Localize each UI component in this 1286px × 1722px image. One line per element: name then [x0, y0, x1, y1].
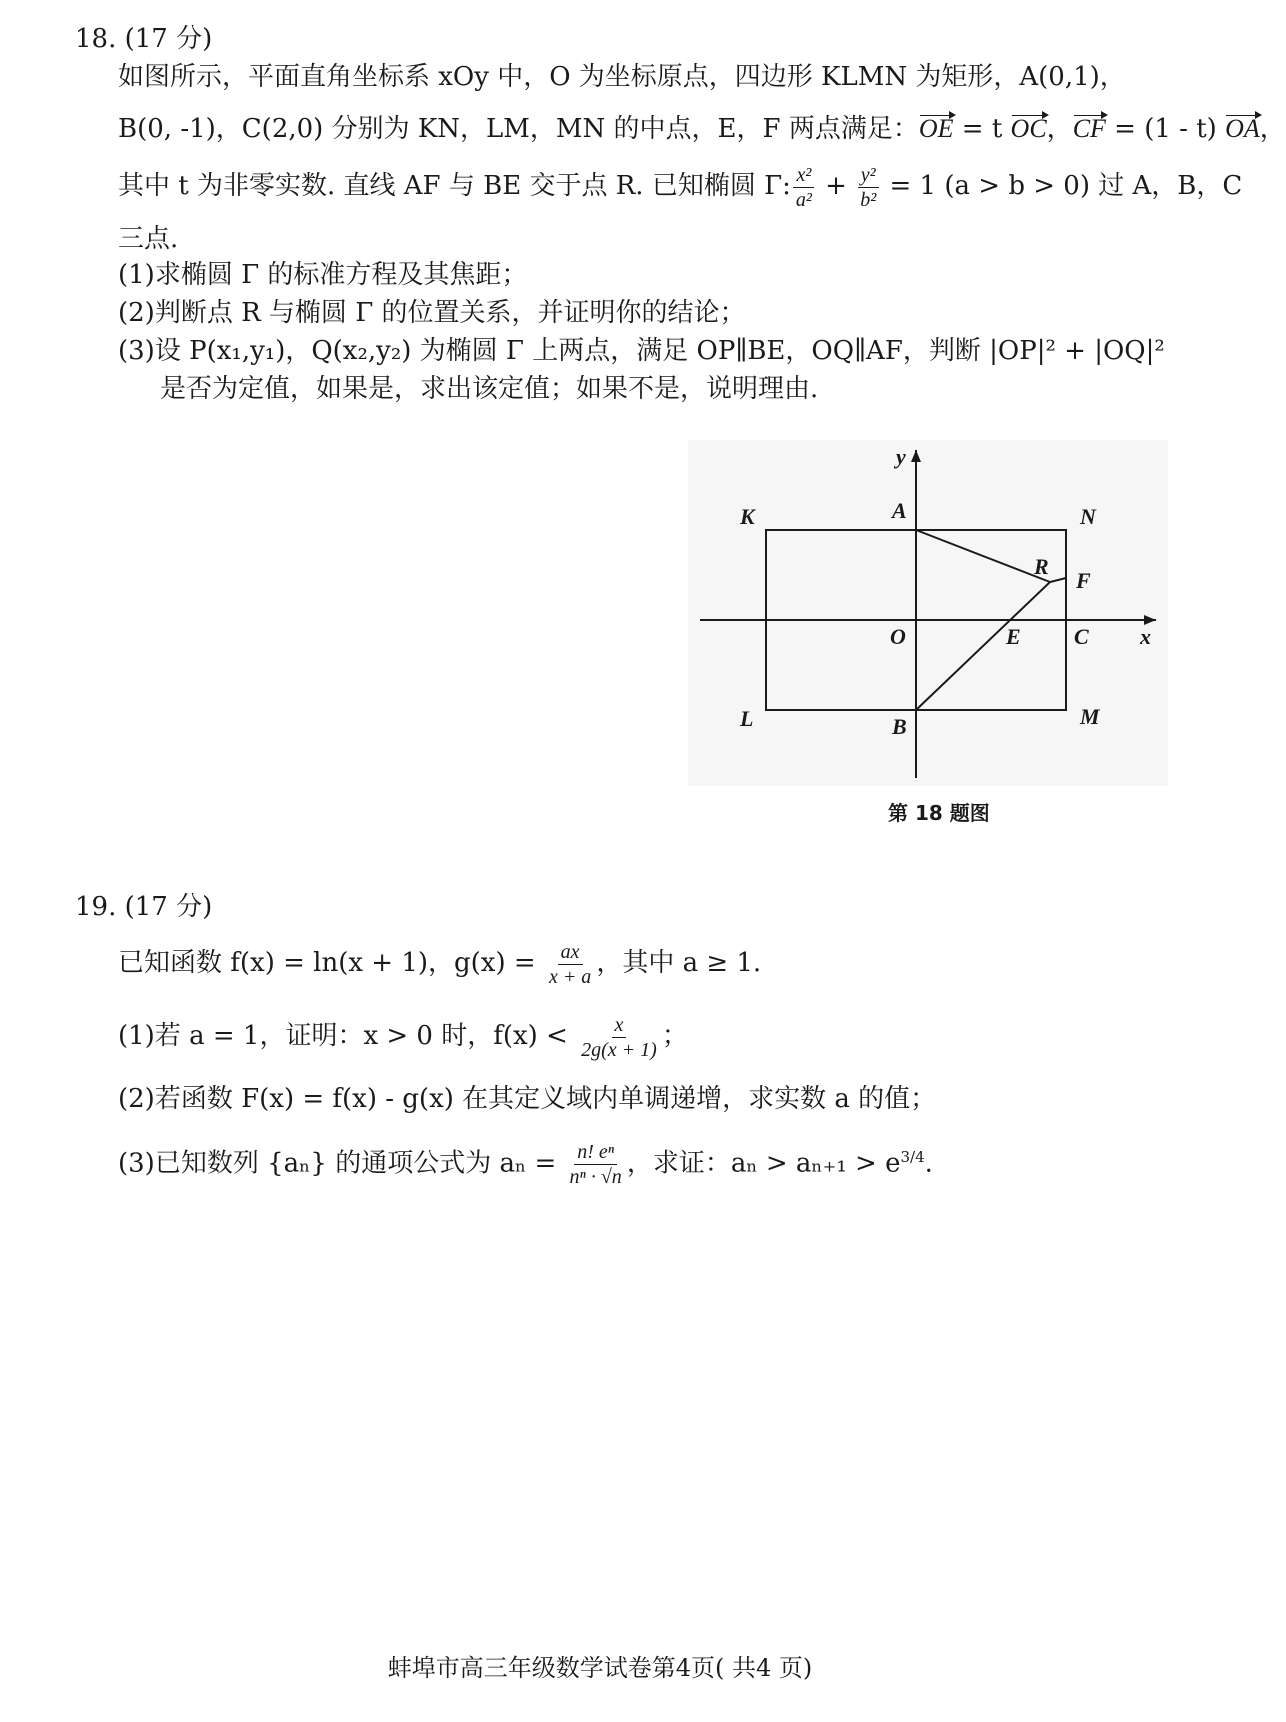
- q19-part1-b: ；: [661, 1021, 688, 1051]
- q19-part-3: [118, 1128, 933, 1193]
- q18-stem-line-3: [118, 160, 1242, 212]
- vector-cf: CF: [1073, 112, 1106, 146]
- q18-part-3-line-1: (3)设 P(x₁,y₁)，Q(x₂,y₂) 为椭圆 Γ 上两点，满足 OP∥BE，OQ∥AF，判断 |OP|² + |OQ|²: [118, 336, 1165, 366]
- q19-part1-a: (1)若 a = 1，证明：x > 0 时，f(x) <: [118, 1021, 577, 1051]
- q18-part-3-line-2: 是否为定值，如果是，求出该定值；如果不是，说明理由.: [160, 374, 819, 404]
- label-e: E: [1006, 624, 1021, 649]
- frac2-numerator: y²: [858, 163, 879, 188]
- separator: ，: [1046, 114, 1073, 144]
- fraction-g: [546, 940, 594, 989]
- label-m: M: [1080, 704, 1100, 729]
- label-l: L: [740, 706, 754, 731]
- line-br: [916, 578, 1066, 710]
- g-numerator: ax: [558, 940, 583, 965]
- q18-stem-2a: B(0, -1)，C(2,0) 分别为 KN，LM，MN 的中点，E，F 两点满足：: [118, 114, 919, 144]
- frac1-denominator: a²: [795, 188, 812, 211]
- eq-1-t: = (1 - t): [1105, 114, 1226, 144]
- frac1-numerator: x²: [793, 163, 814, 188]
- an-numerator: n! eⁿ: [574, 1140, 617, 1165]
- y-axis-arrow: [911, 450, 921, 462]
- vector-oa: OA: [1225, 112, 1260, 146]
- label-y: y: [896, 444, 906, 469]
- q18-number: 18. (17 分): [75, 24, 213, 54]
- q18-part-1: (1)求椭圆 Γ 的标准方程及其焦距；: [118, 260, 528, 290]
- q19-part3-b: ，求证：aₙ > aₙ₊₁ > e: [626, 1148, 901, 1179]
- q19-stem-a: 已知函数 f(x) = ln(x + 1)，g(x) =: [118, 948, 544, 978]
- q19-stem: [118, 935, 761, 991]
- line-ar: [916, 530, 1050, 582]
- part1-numerator: x: [612, 1013, 627, 1038]
- q19-part-1: [118, 1008, 688, 1064]
- q19-number: 19. (17 分): [75, 892, 213, 922]
- label-k: K: [740, 504, 755, 529]
- exponent-three-quarters: 3/4: [900, 1148, 925, 1166]
- label-f: F: [1076, 568, 1091, 593]
- q18-stem-2-end: ，: [1259, 114, 1286, 144]
- label-o: O: [890, 624, 906, 649]
- label-n: N: [1080, 504, 1096, 529]
- q19-part3-a: (3)已知数列 {aₙ} 的通项公式为 aₙ =: [118, 1148, 565, 1179]
- label-x: x: [1140, 624, 1151, 649]
- q18-stem-3a: 其中 t 为非零实数. 直线 AF 与 BE 交于点 R. 已知椭圆 Γ:: [118, 171, 791, 201]
- q19-stem-b: ，其中 a ≥ 1.: [596, 948, 762, 978]
- part1-denominator: 2g(x + 1): [581, 1038, 657, 1061]
- label-r: R: [1034, 554, 1049, 579]
- label-c: C: [1074, 624, 1089, 649]
- eq-t: = t: [953, 114, 1011, 144]
- page-footer: 蚌埠市高三年级数学试卷第4页( 共4 页): [387, 1654, 813, 1682]
- vector-oe: OE: [919, 112, 954, 146]
- fraction-part1: [578, 1013, 660, 1062]
- q18-stem-3b: = 1 (a > b > 0) 过 A，B，C: [881, 171, 1243, 201]
- fraction-an: [567, 1140, 625, 1189]
- fraction-y2-b2: [857, 163, 879, 212]
- label-a: A: [892, 498, 907, 523]
- q18-stem-line-1: 如图所示，平面直角坐标系 xOy 中，O 为坐标原点，四边形 KLMN 为矩形，A(0,1)，: [118, 62, 1126, 92]
- q19-part-2: (2)若函数 F(x) = f(x) - g(x) 在其定义域内单调递增，求实数 a 的值；: [118, 1084, 937, 1114]
- an-denominator: nⁿ · √n: [569, 1166, 622, 1189]
- figure-caption: 第 18 题图: [888, 801, 990, 825]
- vector-oc: OC: [1011, 112, 1047, 146]
- fraction-x2-a2: [793, 163, 815, 212]
- coordinate-diagram: [688, 440, 1168, 786]
- g-denominator: x + a: [548, 965, 592, 988]
- q18-part-2: (2)判断点 R 与椭圆 Γ 的位置关系，并证明你的结论；: [118, 298, 746, 328]
- label-b: B: [892, 714, 907, 739]
- q19-part3-end: .: [924, 1148, 933, 1179]
- q18-stem-line-4: 三点.: [118, 224, 179, 254]
- plus-sign: +: [816, 171, 856, 201]
- frac2-denominator: b²: [860, 188, 877, 211]
- q18-stem-line-2: [118, 112, 1286, 146]
- q18-figure: [688, 440, 1168, 786]
